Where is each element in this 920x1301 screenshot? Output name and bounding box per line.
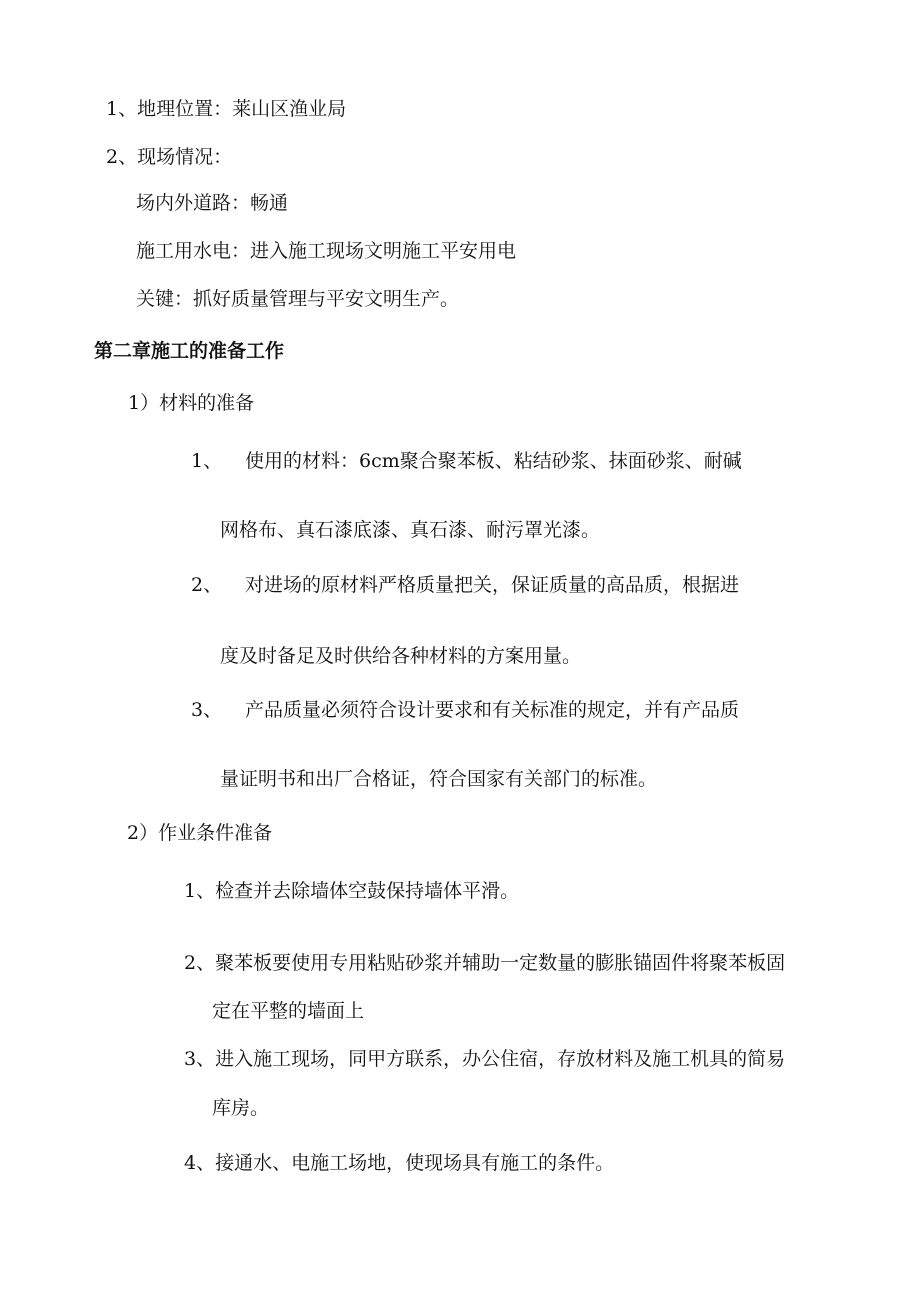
site-status-heading: 2、现场情况：: [106, 146, 233, 168]
materials-item-1-num: 1、: [191, 450, 223, 472]
conditions-item-3-line2: 库房。: [212, 1097, 270, 1119]
chapter-title: 第二章施工的准备工作: [94, 340, 285, 362]
materials-item-3-line2: 量证明书和出厂合格证，符合国家有关部门的标准。: [220, 768, 658, 790]
conditions-item-2-line2: 定在平整的墙面上: [212, 1000, 365, 1022]
materials-item-2-line1: 对进场的原材料严格质量把关，保证质量的高品质，根据进: [245, 574, 740, 596]
materials-item-1-line1: 使用的材料：6cm聚合聚苯板、粘结砂浆、抹面砂浆、耐碱: [245, 450, 742, 472]
site-road: 场内外道路：畅通: [136, 192, 289, 214]
materials-item-3-num: 3、: [191, 699, 223, 721]
materials-item-3: [191, 701, 739, 720]
site-power: 施工用水电：进入施工现场文明施工平安用电: [136, 240, 517, 262]
conditions-item-4: 4、接通水、电施工场地，使现场具有施工的条件。: [184, 1152, 615, 1174]
site-location: 1、地理位置：莱山区渔业局: [106, 98, 347, 120]
materials-item-2-line2: 度及时备足及时供给各种材料的方案用量。: [220, 645, 582, 667]
conditions-heading: 2）作业条件准备: [127, 822, 273, 844]
materials-item-1: [191, 452, 742, 471]
conditions-item-2: 2、聚苯板要使用专用粘贴砂浆并辅助一定数量的膨胀锚固件将聚苯板固: [184, 952, 786, 974]
materials-item-3-line1: 产品质量必须符合设计要求和有关标准的规定，并有产品质: [245, 699, 740, 721]
conditions-item-1: 1、检查并去除墙体空鼓保持墙体平滑。: [184, 880, 520, 902]
site-key: 关键：抓好质量管理与平安文明生产。: [136, 288, 460, 310]
materials-heading: 1）材料的准备: [128, 392, 255, 414]
conditions-item-3: 3、进入施工现场，同甲方联系，办公住宿，存放材料及施工机具的简易: [184, 1048, 786, 1070]
materials-item-1-line2: 网格布、真石漆底漆、真石漆、耐污罩光漆。: [220, 519, 601, 541]
materials-item-2: [191, 576, 739, 595]
materials-item-2-num: 2、: [191, 574, 223, 596]
